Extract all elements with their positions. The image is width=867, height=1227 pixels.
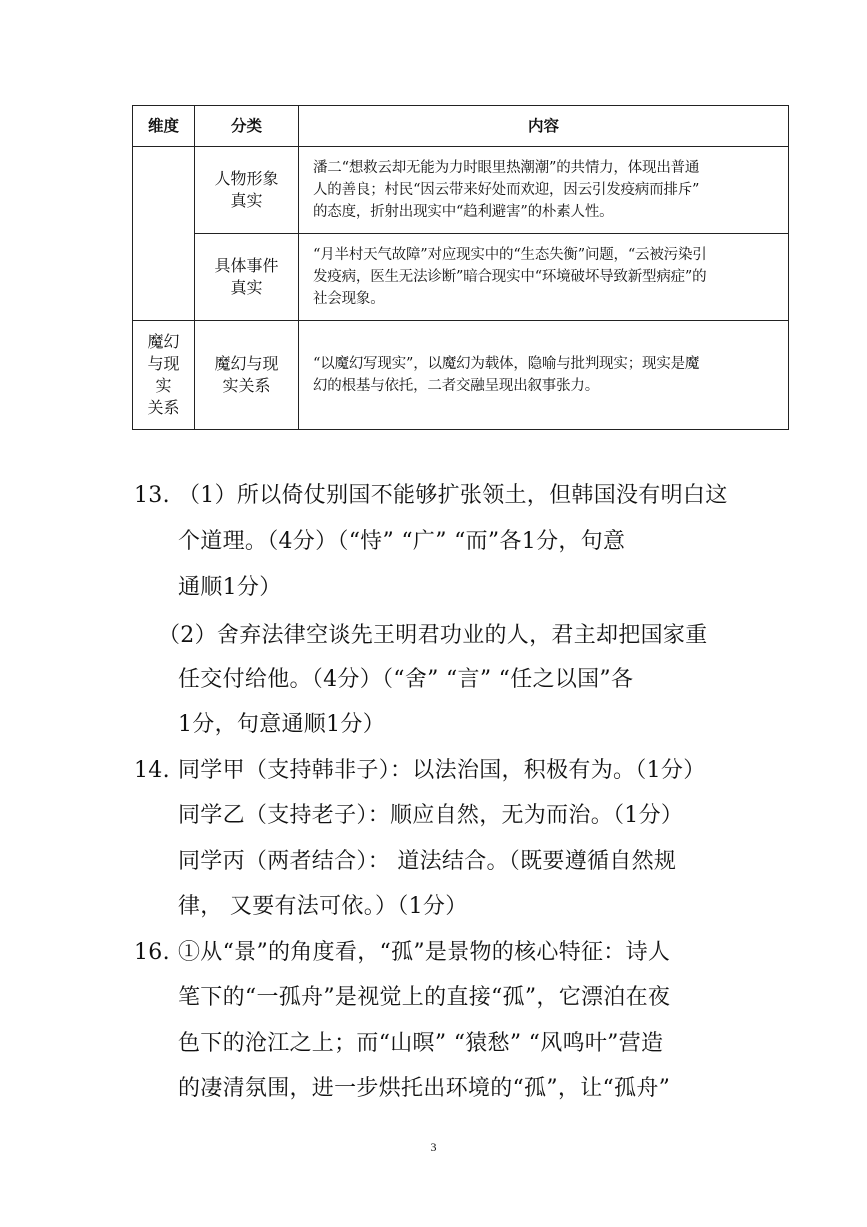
answer-line [178,1073,670,1105]
dimension-line: 关系 [147,398,180,417]
answer-text: 通顺1分） [178,575,282,600]
content-line: “月半村天气故障”对应现实中的“生态失衡”问题，“云被污染引 [313,247,707,263]
answer-line [178,572,282,604]
category-cell [195,321,299,430]
answer-line [178,709,385,741]
answer-text: 同学乙（支持老子）：顺应自然，无为而治。（1分） [178,803,684,828]
answer-line [178,846,676,878]
content-line: 发疫病，医生无法诊断”暗合现实中“环境破坏导致新型病症”的 [313,269,707,285]
analysis-table [132,105,789,430]
dimension-line: 与现 [147,354,180,373]
answer-line [158,620,708,652]
dimension-cell-empty [133,147,195,321]
table-row [133,234,789,321]
answer-line [178,891,468,923]
answer-line [134,480,728,512]
answer-line [134,937,670,969]
answer-text: ①从“景”的角度看，“孤”是景物的核心特征：诗人 [178,940,671,965]
category-cell [195,234,299,321]
table-row [133,321,789,430]
table-header-row [133,106,789,147]
answer-text: 1分，句意通顺1分） [178,712,385,737]
table-row [133,147,789,234]
page-number: 3 [430,1140,437,1154]
content-cell [299,234,789,321]
answer-text: 的凄清氛围，进一步烘托出环境的“孤”，让“孤舟” [178,1076,671,1101]
category-line: 真实 [230,191,263,210]
answer-text: 笔下的“一孤舟”是视觉上的直接“孤”，它漂泊在夜 [178,985,671,1010]
content-line: 社会现象。 [313,291,385,307]
question-number: 16. [134,940,170,965]
category-cell [195,147,299,234]
answer-line [178,982,670,1014]
answer-line [178,1028,663,1060]
answer-text: 律， 又要有法可依。）（1分） [178,894,468,919]
answer-text: 个道理。（4分）（“恃” “广” “而”各1分，句意 [178,529,626,554]
answer-text: 同学丙（两者结合）： 道法结合。（既要遵循自然规 [178,849,677,874]
question-number: 14. [134,758,170,783]
answer-line [178,664,633,696]
dimension-line: 实 [155,376,172,395]
content-cell [299,147,789,234]
answer-text: （2）舍弃法律空谈先王明君功业的人，君主却把国家重 [158,623,708,648]
category-line: 魔幻与现 [214,354,279,373]
answer-line [134,755,706,787]
answer-text: 同学甲（支持韩非子）：以法治国，积极有为。（1分） [178,758,706,783]
header-dimension: 维度 [133,106,195,147]
content-line: “以魔幻写现实”，以魔幻为载体，隐喻与批判现实；现实是魔 [313,356,700,372]
category-line: 人物形象 [214,169,279,188]
category-line: 具体事件 [214,256,279,275]
dimension-line: 魔幻 [147,332,180,351]
answer-line [178,526,625,558]
answer-text: 任交付给他。（4分）（“舍” “言” “任之以国”各 [178,667,634,692]
content-line: 幻的根基与依托，二者交融呈现出叙事张力。 [313,378,599,394]
dimension-cell [133,321,195,430]
category-line: 真实 [230,278,263,297]
content-line: 的态度，折射出现实中“趋利避害”的朴素人性。 [313,204,614,220]
answer-text: 色下的沧江之上；而“山暝” “猿愁” “风鸣叶”营造 [178,1031,664,1056]
answer-text: （1）所以倚仗别国不能够扩张领土，但韩国没有明白这 [178,483,728,508]
header-content: 内容 [299,106,789,147]
question-number: 13. [134,483,170,508]
answer-line [178,800,683,832]
content-line: 人的善良；村民“因云带来好处而欢迎，因云引发疫病而排斥” [313,182,700,198]
content-cell [299,321,789,430]
content-line: 潘二“想救云却无能为力时眼里热潮潮”的共情力，体现出普通 [313,160,700,176]
category-line: 实关系 [222,376,271,395]
header-category: 分类 [195,106,299,147]
